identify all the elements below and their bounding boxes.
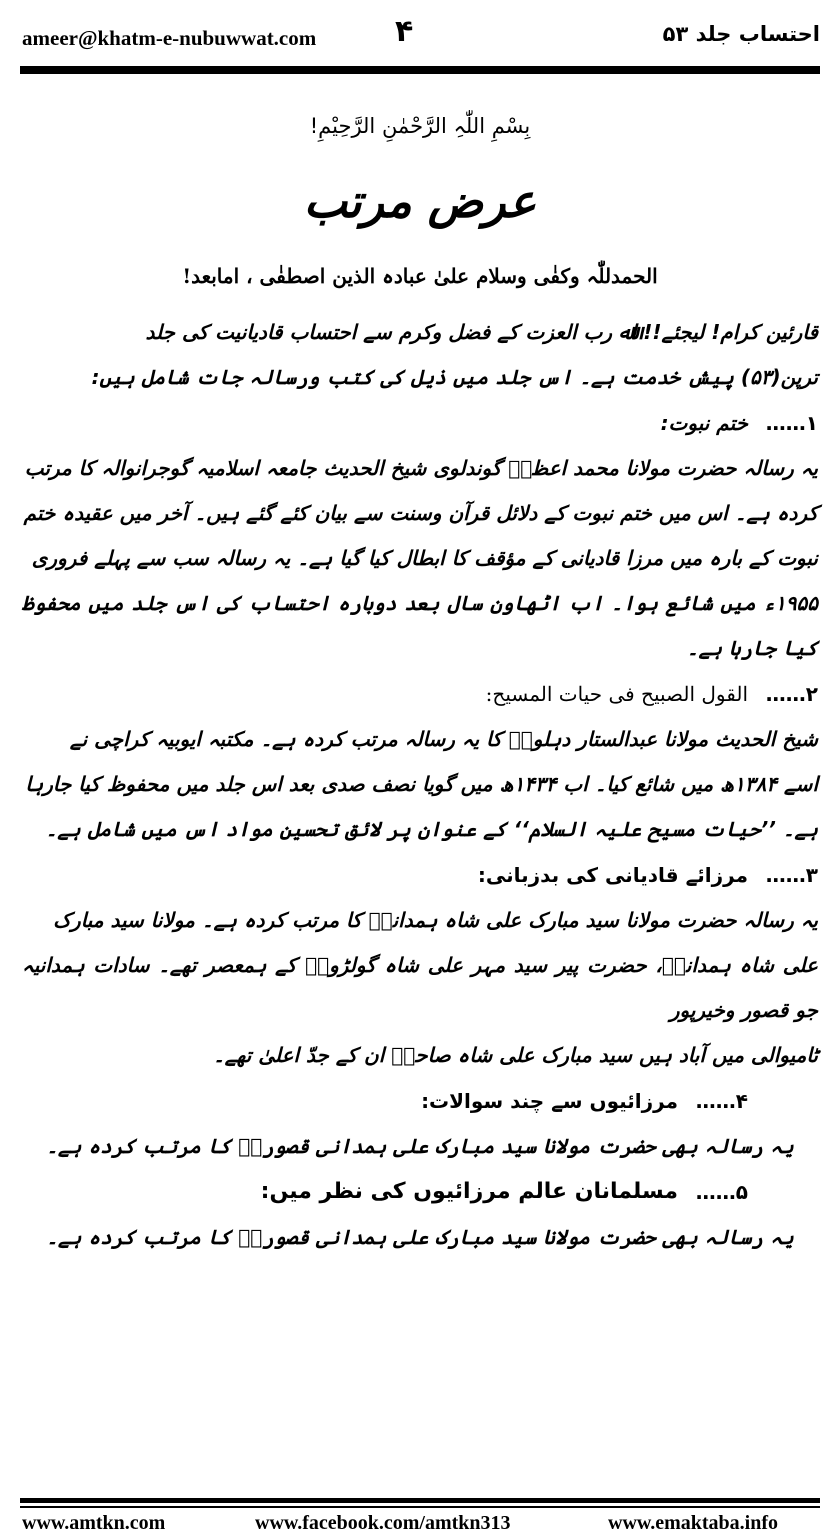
item-heading: [22, 671, 818, 717]
footer-rule: [20, 1506, 820, 1508]
page-title: عرض مرتب: [303, 174, 537, 228]
item-text-line: ۱۹۵۵ء میں شائع ہوا۔ اب اٹھاون سال بعد دوبارہ احتساب کی اس جلد میں محفوظ کیا جارہا ہے۔: [22, 591, 818, 660]
item-number: ۳……: [765, 863, 818, 887]
book-title: احتساب جلد ۵۳: [662, 22, 820, 46]
item-text-line: ٹامیوالی میں آباد ہیں سید مبارک علی شاہ صاحبؒ ان کے جدّ اعلیٰ تھے۔: [213, 1043, 818, 1067]
item-text-line: شیخ الحدیث مولانا عبدالستار دہلویؒ کا یہ رسالہ مرتب کردہ ہے۔ مکتبہ ایوبیہ کراچی نے: [69, 727, 818, 751]
item-heading: [22, 1169, 818, 1215]
item-number: ۴……: [695, 1089, 748, 1113]
item-number: ۵……: [695, 1180, 748, 1204]
item-text-line: علی شاہ ہمدانیؒ، حضرت پیر سید مہر علی شاہ گولڑویؒ کے ہمعصر تھے۔ سادات ہمدانیہ جو قصور وخیرپور: [22, 953, 818, 1022]
footer-link-emaktaba[interactable]: www.emaktaba.info: [608, 1512, 779, 1534]
item-text-line: یہ رسالہ حضرت مولانا سید مبارک علی شاہ ہمدانیؒ کا مرتب کردہ ہے۔ مولانا سید مبارک: [53, 908, 818, 932]
item-title: القول الصبیح فی حیات المسیح:: [485, 682, 748, 706]
item-text-line: یہ رسالہ بھی حضرت مولانا سید مبارک علی ہمدانی قصوریؒ کا مرتب کردہ ہے۔: [46, 1225, 794, 1249]
item-number: ۱……: [765, 411, 818, 435]
page-footer: [0, 1488, 840, 1540]
item-title: مرزائیوں سے چند سوالات:: [421, 1089, 678, 1113]
item-text-line: نبوت کے بارہ میں مرزا قادیانی کے مؤقف کا ابطال کیا گیا ہے۔ یہ رسالہ سب سے پہلے فروری: [31, 546, 818, 570]
page-number: ۴: [395, 14, 414, 49]
item-text-line: یہ رسالہ بھی حضرت مولانا سید مبارک علی ہمدانی قصوریؒ کا مرتب کردہ ہے۔: [46, 1134, 794, 1158]
intro-line: ترپن(۵۳) پیش خدمت ہے۔ اس جلد میں ذیل کی کتب ورسالہ جات شامل ہیں:: [91, 365, 818, 389]
item-title: مرزائے قادیانی کی بدزبانی:: [477, 863, 748, 887]
item-text-line: ہے۔ ’’حیات مسیح علیہ السلام‘‘ کے عنوان پر لائق تحسین مواد اس میں شامل ہے۔: [45, 817, 818, 841]
header-rule: [20, 66, 820, 74]
item-heading: [22, 400, 818, 446]
item-heading: [22, 852, 818, 898]
item-title: مسلمانان عالم مرزائیوں کی نظر میں:: [260, 1179, 678, 1204]
footer-link-facebook[interactable]: www.facebook.com/amtkn313: [255, 1512, 511, 1534]
item-title: ختم نبوت:: [660, 411, 748, 435]
bismillah: بِسْمِ اللّٰہِ الرَّحْمٰنِ الرَّحِیْمِ!: [309, 114, 531, 138]
footer-rule: [20, 1498, 820, 1503]
page-body: [22, 90, 818, 1260]
item-text-line: کردہ ہے۔ اس میں ختم نبوت کے دلائل قرآن وسنت سے بیان کئے گئے ہیں۔ آخر میں عقیدہ ختم: [23, 501, 818, 525]
page-header: [0, 0, 840, 72]
item-number: ۲……: [765, 682, 818, 706]
footer-link-amtkn[interactable]: www.amtkn.com: [22, 1512, 166, 1534]
intro-line: قارئین کرام! لیجئے!! اﷲ رب العزت کے فضل وکرم سے احتساب قادیانیت کی جلد: [145, 320, 818, 344]
item-text-line: اسے ۱۳۸۴ھ میں شائع کیا۔ اب ۱۴۳۴ھ میں گویا نصف صدی بعد اس جلد میں محفوظ کیا جارہا: [25, 772, 818, 796]
header-email[interactable]: ameer@khatm-e-nubuwwat.com: [22, 26, 317, 50]
hamd-line: الحمدللّٰہ وکفٰی وسلام علیٰ عبادہ الذین اصطفٰی ، امابعد!: [182, 264, 658, 288]
item-text-line: یہ رسالہ حضرت مولانا محمد اعظمؒ گوندلوی شیخ الحدیث جامعہ اسلامیہ گوجرانوالہ کا مرتب: [24, 456, 818, 480]
item-heading: [22, 1078, 818, 1124]
